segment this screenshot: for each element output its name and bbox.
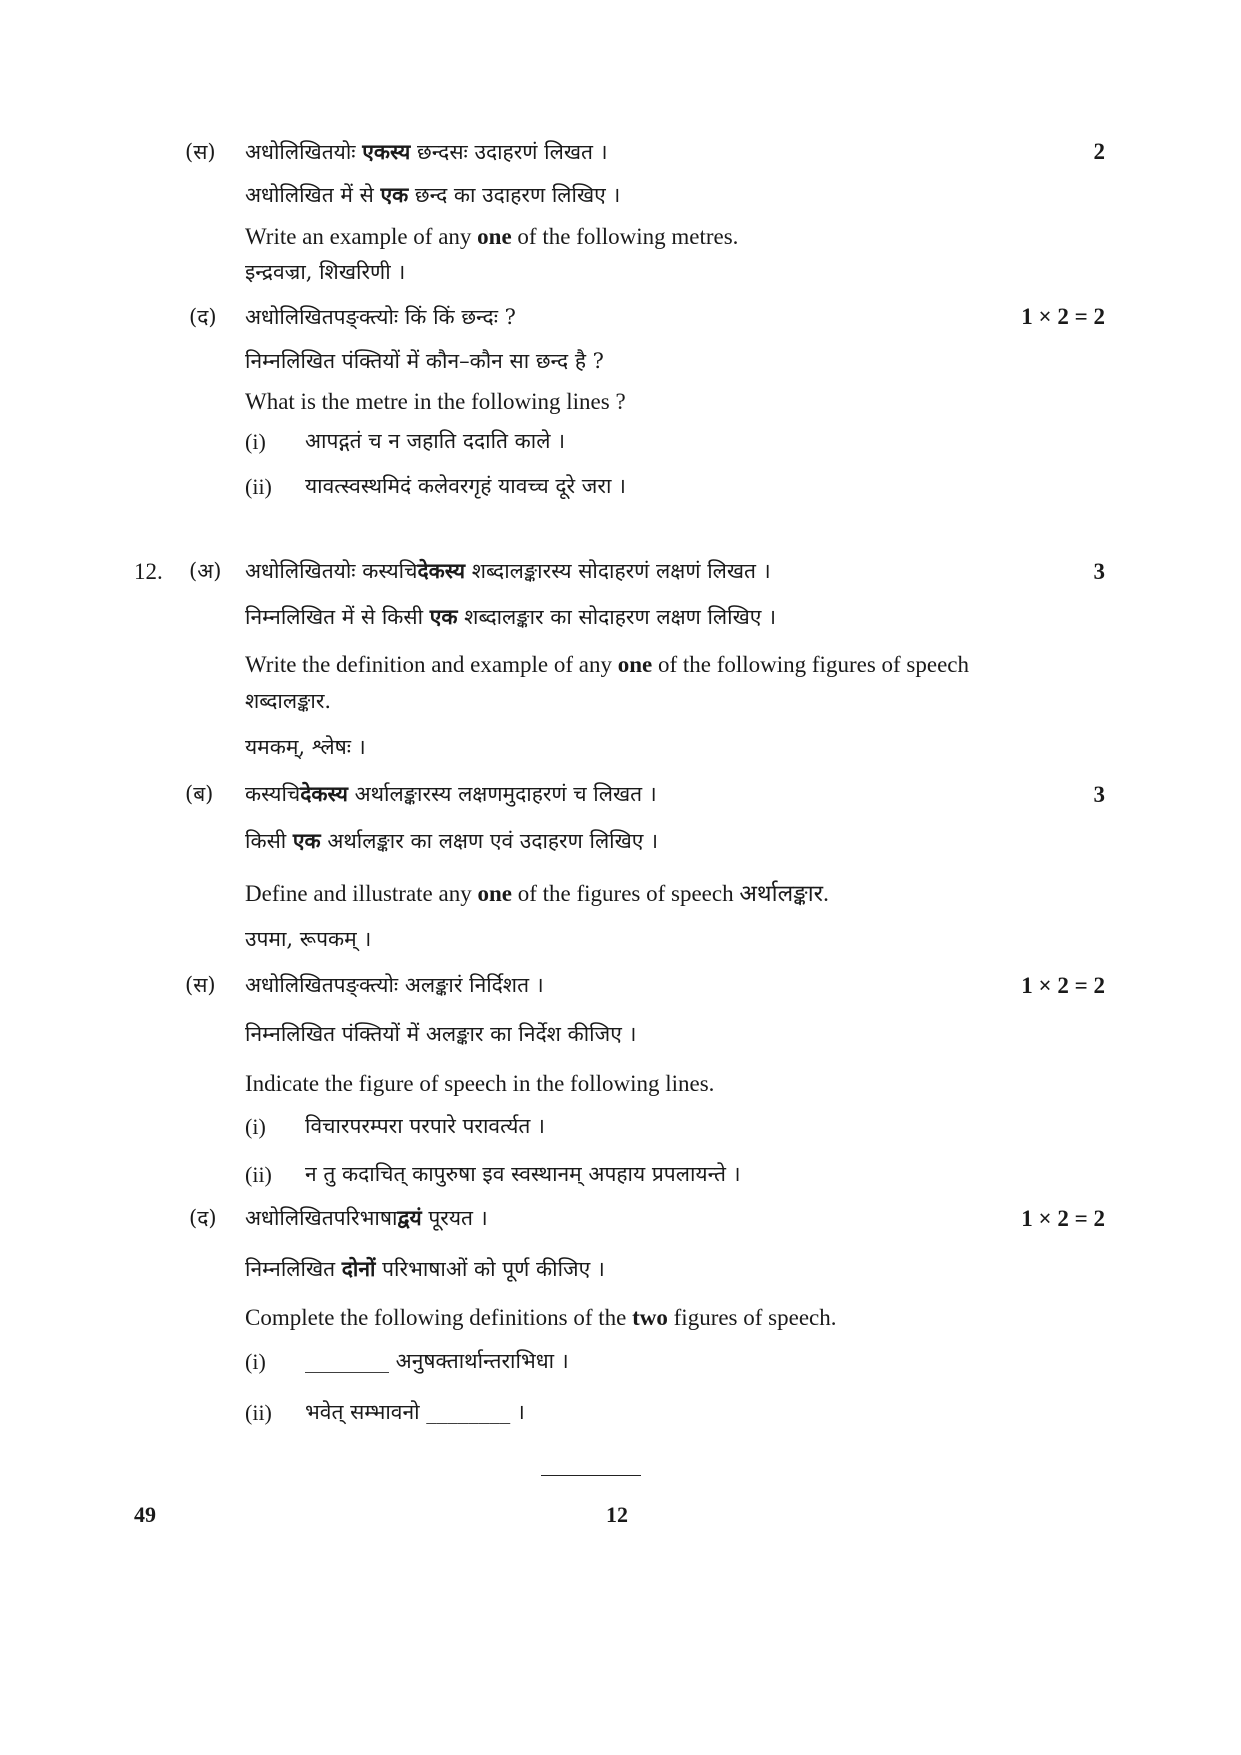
- q12-a-marks: 3: [1093, 559, 1105, 584]
- q12-b-english: Define and illustrate any one of the figures of speech अर्थालङ्कार.: [245, 881, 829, 906]
- q11-sa-marks: 2: [1093, 139, 1105, 164]
- q11-da-sanskrit: अधोलिखितपङ्क्त्योः किं किं छन्दः ?: [245, 305, 516, 329]
- q11-da-item-num: (ii): [245, 474, 272, 499]
- q11-sa-english: Write an example of any one of the following metres.: [245, 224, 739, 249]
- q12-sa-english: Indicate the figure of speech in the following lines.: [245, 1071, 715, 1096]
- q12-da-label: (द): [189, 1206, 217, 1230]
- q12-sa-label: (स): [185, 973, 216, 997]
- q12-a-english-cont: शब्दालङ्कार.: [245, 689, 332, 713]
- page-number: 12: [606, 1502, 628, 1527]
- paper-code: 49: [134, 1502, 156, 1527]
- q11-sa-hindi: अधोलिखित में से एक छन्द का उदाहरण लिखिए ।: [245, 182, 621, 207]
- q11-da-item-text: यावत्स्वस्थमिदं कलेवरगृहं यावच्च दूरे जरा ।: [305, 474, 627, 498]
- q11-da-hindi: निम्नलिखित पंक्तियों में कौन–कौन सा छन्द है ?: [245, 349, 604, 373]
- q11-da-item-num: (i): [245, 429, 266, 454]
- q12-b-hindi: किसी एक अर्थालङ्कार का लक्षण एवं उदाहरण लिखिए ।: [245, 828, 659, 853]
- q12-a-sanskrit: अधोलिखितयोः कस्यचिदेकस्य शब्दालङ्कारस्य सोदाहरणं लक्षणं लिखत ।: [245, 558, 771, 583]
- q12-da-marks: 1 × 2 = 2: [1021, 1206, 1105, 1231]
- q12-number: 12.: [134, 559, 163, 584]
- q11-da-item-text: आपद्गतं च न जहाति ददाति काले ।: [305, 429, 566, 453]
- q12-da-item-text: ________ अनुषक्तार्थान्तराभिधा ।: [305, 1349, 569, 1373]
- q12-a-hindi: निम्नलिखित में से किसी एक शब्दालङ्कार का सोदाहरण लक्षण लिखिए ।: [245, 604, 777, 629]
- q11-sa-sanskrit: अधोलिखितयोः एकस्य छन्दसः उदाहरणं लिखत ।: [245, 139, 608, 164]
- q12-sa-item-num: (ii): [245, 1162, 272, 1187]
- end-rule: [541, 1475, 641, 1476]
- q12-sa-sanskrit: अधोलिखितपङ्क्त्योः अलङ्कारं निर्दिशत ।: [245, 973, 544, 997]
- q12-da-english: Complete the following definitions of the two figures of speech.: [245, 1305, 837, 1330]
- q12-da-item-text: भवेत् सम्भावनो ________ ।: [305, 1400, 525, 1424]
- q12-b-sanskrit: कस्यचिदेकस्य अर्थालङ्कारस्य लक्षणमुदाहरणं च लिखत ।: [245, 781, 657, 806]
- q12-sa-item-text: न तु कदाचित् कापुरुषा इव स्वस्थानम् अपहाय प्रपलायन्ते ।: [305, 1162, 741, 1186]
- q12-a-options: यमकम्, श्लेषः ।: [245, 735, 366, 759]
- q11-da-marks: 1 × 2 = 2: [1021, 304, 1105, 329]
- q12-sa-item-text: विचारपरम्परा परपारे परावर्त्यत ।: [305, 1114, 545, 1138]
- q12-b-options: उपमा, रूपकम् ।: [245, 927, 372, 951]
- q12-sa-item-num: (i): [245, 1114, 266, 1139]
- q12-da-item-num: (i): [245, 1349, 266, 1374]
- q12-da-sanskrit: अधोलिखितपरिभाषाद्वयं पूरयत ।: [245, 1205, 488, 1230]
- q12-sa-hindi: निम्नलिखित पंक्तियों में अलङ्कार का निर्देश कीजिए ।: [245, 1022, 637, 1046]
- q11-da-english: What is the metre in the following lines ?: [245, 389, 626, 414]
- q12-da-item-num: (ii): [245, 1400, 272, 1425]
- q12-a-label: (अ): [189, 559, 222, 583]
- q11-sa-label: (स): [185, 140, 216, 164]
- q12-sa-marks: 1 × 2 = 2: [1021, 973, 1105, 998]
- q11-da-label: (द): [189, 305, 217, 329]
- q12-da-hindi: निम्नलिखित दोनों परिभाषाओं को पूर्ण कीजिए ।: [245, 1256, 605, 1281]
- q12-b-label: (ब): [185, 782, 214, 806]
- q11-sa-options: इन्द्रवज्रा, शिखरिणी ।: [245, 260, 406, 284]
- q12-b-marks: 3: [1093, 782, 1105, 807]
- q12-a-english: Write the definition and example of any one of the following figures of speech: [245, 652, 970, 677]
